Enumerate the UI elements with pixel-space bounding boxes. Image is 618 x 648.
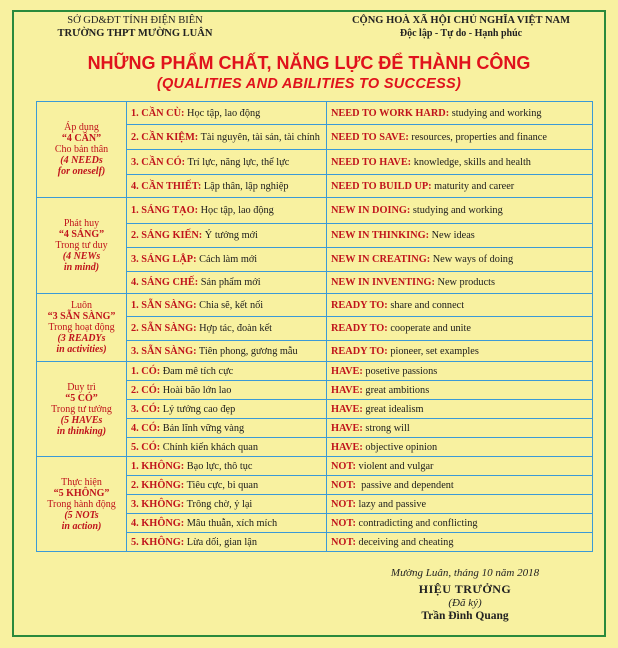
vietnamese-cell [127, 419, 327, 438]
english-text: posetive passions [362, 365, 438, 377]
signature-name: Trần Đình Quang [421, 610, 509, 622]
vietnamese-key: 5. CÓ: [131, 441, 161, 453]
vietnamese-text: Sản phẩm mới [198, 277, 261, 288]
english-cell [327, 175, 593, 198]
english-text: New ideas [429, 230, 475, 241]
vietnamese-key: 1. KHÔNG: [131, 460, 185, 472]
vietnamese-key: 3. KHÔNG: [131, 498, 185, 510]
english-cell [327, 400, 593, 419]
vietnamese-key: 4. CÓ: [131, 422, 161, 434]
group-label-line5: in activities) [56, 344, 107, 355]
vietnamese-text: Học tập, lao động [198, 205, 274, 216]
group-label-line5: in mind) [63, 262, 100, 273]
english-text: lazy and passive [355, 498, 427, 510]
english-text: objective opinion [362, 441, 438, 453]
group-label-line1: Duy trì [67, 381, 96, 393]
english-cell [327, 533, 593, 552]
english-cell [327, 198, 593, 224]
english-key: NEED TO SAVE: [331, 131, 409, 143]
vietnamese-cell [127, 224, 327, 248]
vietnamese-key: 4. KHÔNG: [131, 517, 185, 529]
vietnamese-text: Ý tưởng mới [202, 230, 258, 241]
national-title: CỘNG HOÀ XÃ HỘI CHỦ NGHĨA VIỆT NAM [351, 15, 571, 26]
group-label [37, 294, 127, 362]
english-cell [327, 362, 593, 381]
group-label-line4: (3 READYs [57, 333, 106, 344]
english-cell [327, 294, 593, 317]
school-name: TRƯỜNG THPT MƯỜNG LUÂN [57, 28, 213, 39]
table-row [37, 362, 593, 381]
vietnamese-key: 2. SẴN SÀNG: [131, 323, 197, 334]
vietnamese-cell [127, 381, 327, 400]
group-label-line2: “4 CẦN” [61, 133, 102, 144]
vietnamese-cell [127, 294, 327, 317]
group-label-line4: (5 NOTs [64, 509, 99, 521]
signature-position: HIỆU TRƯỞNG [418, 582, 512, 596]
vietnamese-cell [127, 102, 327, 125]
vietnamese-text: Tài nguyên, tài sản, tài chính [198, 131, 320, 143]
group-label-line5: in action) [61, 520, 102, 532]
english-key: NOT: [331, 498, 356, 510]
english-cell [327, 150, 593, 175]
vietnamese-key: 3. SẴN SÀNG: [131, 345, 197, 357]
qualities-table [36, 101, 593, 552]
group-label-line2: “3 SẴN SÀNG” [47, 311, 116, 322]
english-key: HAVE: [331, 422, 363, 434]
vietnamese-text: Hoài bão lớn lao [160, 384, 232, 396]
vietnamese-text: Lập thân, lập nghiệp [201, 180, 289, 192]
vietnamese-key: 4. CẦN THIẾT: [131, 180, 202, 192]
english-key: NEED TO BUILD UP: [331, 180, 432, 192]
national-motto: Độc lập - Tự do - Hạnh phúc [399, 28, 523, 39]
english-key: NEED TO WORK HARD: [331, 107, 450, 119]
english-key: HAVE: [331, 384, 363, 396]
english-text: studying and working [449, 107, 542, 119]
english-key: READY TO: [331, 323, 388, 334]
english-cell [327, 381, 593, 400]
group-label [37, 102, 127, 198]
vietnamese-text: Chia sẽ, kết nối [196, 299, 264, 311]
group-label-line5: in thinking) [56, 425, 107, 437]
english-text: New products [434, 277, 496, 288]
vietnamese-key: 4. SÁNG CHẾ: [131, 277, 199, 288]
vietnamese-text: Học tập, lao động [184, 107, 261, 119]
vietnamese-text: Lý tưởng cao đẹp [160, 403, 236, 415]
english-key: HAVE: [331, 441, 363, 453]
vietnamese-cell [127, 272, 327, 294]
english-text: share and connect [387, 299, 465, 311]
group-label-line2: “4 SÁNG” [58, 229, 105, 240]
vietnamese-cell [127, 362, 327, 381]
vietnamese-text: Tiêu cực, bi quan [184, 479, 259, 491]
table-row [37, 457, 593, 476]
english-text: passive and dependent [355, 479, 454, 491]
english-cell [327, 495, 593, 514]
english-text: New ways of doing [430, 254, 514, 265]
vietnamese-key: 1. CÓ: [131, 365, 161, 377]
vietnamese-text: Hợp tác, đoàn kết [196, 323, 273, 334]
vietnamese-key: 2. KHÔNG: [131, 479, 185, 491]
english-text: contradicting and conflicting [355, 517, 478, 529]
vietnamese-text: Lừa dối, gian lận [184, 536, 257, 548]
school-header [40, 14, 230, 40]
group-label-line4: (5 HAVEs [60, 414, 103, 426]
vietnamese-text: Cách làm mới [196, 254, 258, 265]
english-text: maturity and career [431, 180, 515, 192]
english-cell [327, 341, 593, 362]
english-text: knowledge, skills and health [411, 156, 531, 168]
english-cell [327, 419, 593, 438]
english-cell [327, 224, 593, 248]
page-subtitle: (QUALITIES AND ABILITIES TO SUCCESS) [156, 76, 462, 92]
vietnamese-cell [127, 317, 327, 341]
vietnamese-cell [127, 341, 327, 362]
english-cell [327, 317, 593, 341]
vietnamese-text: Tiên phong, gương mẫu [196, 345, 298, 357]
english-cell [327, 514, 593, 533]
vietnamese-cell [127, 457, 327, 476]
vietnamese-key: 1. CẦN CÙ: [131, 107, 185, 119]
group-label-line3: Trong tư duy [55, 240, 108, 251]
english-key: NEED TO HAVE: [331, 156, 412, 168]
vietnamese-text: Trí lực, năng lực, thể lực [185, 156, 290, 168]
group-label-line1: Luôn [70, 300, 93, 311]
vietnamese-key: 5. KHÔNG: [131, 536, 185, 548]
table-row [37, 102, 593, 125]
vietnamese-key: 3. SÁNG LẬP: [131, 254, 197, 265]
vietnamese-text: Mâu thuẫn, xích mích [184, 517, 278, 529]
group-label [37, 457, 127, 552]
english-cell [327, 476, 593, 495]
vietnamese-key: 2. CÓ: [131, 384, 161, 396]
signature-date: Mường Luân, tháng 10 năm 2018 [390, 567, 540, 579]
vietnamese-cell [127, 438, 327, 457]
english-cell [327, 457, 593, 476]
vietnamese-text: Đam mê tích cực [160, 365, 234, 377]
english-text: cooperate and unite [387, 323, 471, 334]
vietnamese-cell [127, 514, 327, 533]
english-key: HAVE: [331, 403, 363, 415]
group-label-line5: for oneself) [57, 166, 106, 177]
department-name: SỞ GD&ĐT TỈNH ĐIỆN BIÊN [67, 15, 203, 26]
table-row [37, 198, 593, 224]
vietnamese-key: 3. CẦN CÓ: [131, 156, 186, 168]
english-key: NEW IN THINKING: [331, 230, 430, 241]
group-label [37, 362, 127, 457]
group-label-line1: Áp dụng [64, 122, 99, 133]
english-text: great ambitions [362, 384, 430, 396]
vietnamese-text: Chính kiến khách quan [160, 441, 258, 453]
vietnamese-key: 1. SÁNG TẠO: [131, 205, 199, 216]
english-text: pioneer, set examples [387, 345, 479, 357]
group-label-line3: Trong tư tưởng [51, 403, 112, 415]
english-cell [327, 102, 593, 125]
group-label-line4: (4 NEWs [62, 251, 101, 262]
vietnamese-cell [127, 150, 327, 175]
english-key: NOT: [331, 460, 356, 472]
english-text: studying and working [410, 205, 503, 216]
vietnamese-text: Bạo lực, thô tục [184, 460, 253, 472]
vietnamese-key: 2. CẦN KIỆM: [131, 131, 199, 143]
english-cell [327, 248, 593, 272]
group-label-line2: “5 KHÔNG” [53, 487, 110, 499]
vietnamese-cell [127, 495, 327, 514]
vietnamese-cell [127, 198, 327, 224]
english-key: HAVE: [331, 365, 363, 377]
english-key: NOT: [331, 517, 356, 529]
vietnamese-key: 1. SẴN SÀNG: [131, 299, 197, 311]
english-cell [327, 125, 593, 150]
group-label-line3: Trong hành động [47, 498, 116, 510]
english-text: resources, properties and finance [408, 131, 547, 143]
vietnamese-cell [127, 476, 327, 495]
table-row [37, 294, 593, 317]
english-cell [327, 438, 593, 457]
group-label-line2: “5 CÓ” [65, 392, 98, 404]
national-header [318, 14, 604, 40]
vietnamese-text: Trông chờ, ỷ lại [184, 498, 253, 510]
english-text: violent and vulgar [355, 460, 434, 472]
group-label-line4: (4 NEEDs [60, 155, 103, 166]
english-key: READY TO: [331, 299, 388, 311]
english-cell [327, 272, 593, 294]
vietnamese-text: Bản lĩnh vững vàng [160, 422, 245, 434]
page-title: NHỮNG PHẨM CHẤT, NĂNG LỰC ĐỂ THÀNH CÔNG [87, 53, 531, 73]
vietnamese-cell [127, 125, 327, 150]
vietnamese-key: 2. SÁNG KIẾN: [131, 230, 203, 241]
group-label-line1: Thực hiện [61, 476, 102, 488]
english-text: strong will [362, 422, 410, 434]
vietnamese-cell [127, 400, 327, 419]
vietnamese-cell [127, 533, 327, 552]
english-text: deceiving and cheating [355, 536, 454, 548]
group-label-line1: Phát huy [63, 218, 100, 229]
signature-signed: (Đã ký) [448, 597, 482, 609]
english-key: READY TO: [331, 345, 388, 357]
qualities-table-body [37, 102, 593, 552]
english-key: NEW IN INVENTING: [331, 277, 435, 288]
group-label-line3: Cho bản thân [54, 144, 109, 155]
vietnamese-key: 3. CÓ: [131, 403, 161, 415]
english-key: NEW IN CREATING: [331, 254, 431, 265]
vietnamese-cell [127, 175, 327, 198]
english-key: NOT: [331, 479, 356, 491]
english-key: NOT: [331, 536, 356, 548]
english-key: NEW IN DOING: [331, 205, 411, 216]
vietnamese-cell [127, 248, 327, 272]
english-text: great idealism [362, 403, 424, 415]
group-label [37, 198, 127, 294]
group-label-line3: Trong hoạt động [48, 322, 115, 333]
